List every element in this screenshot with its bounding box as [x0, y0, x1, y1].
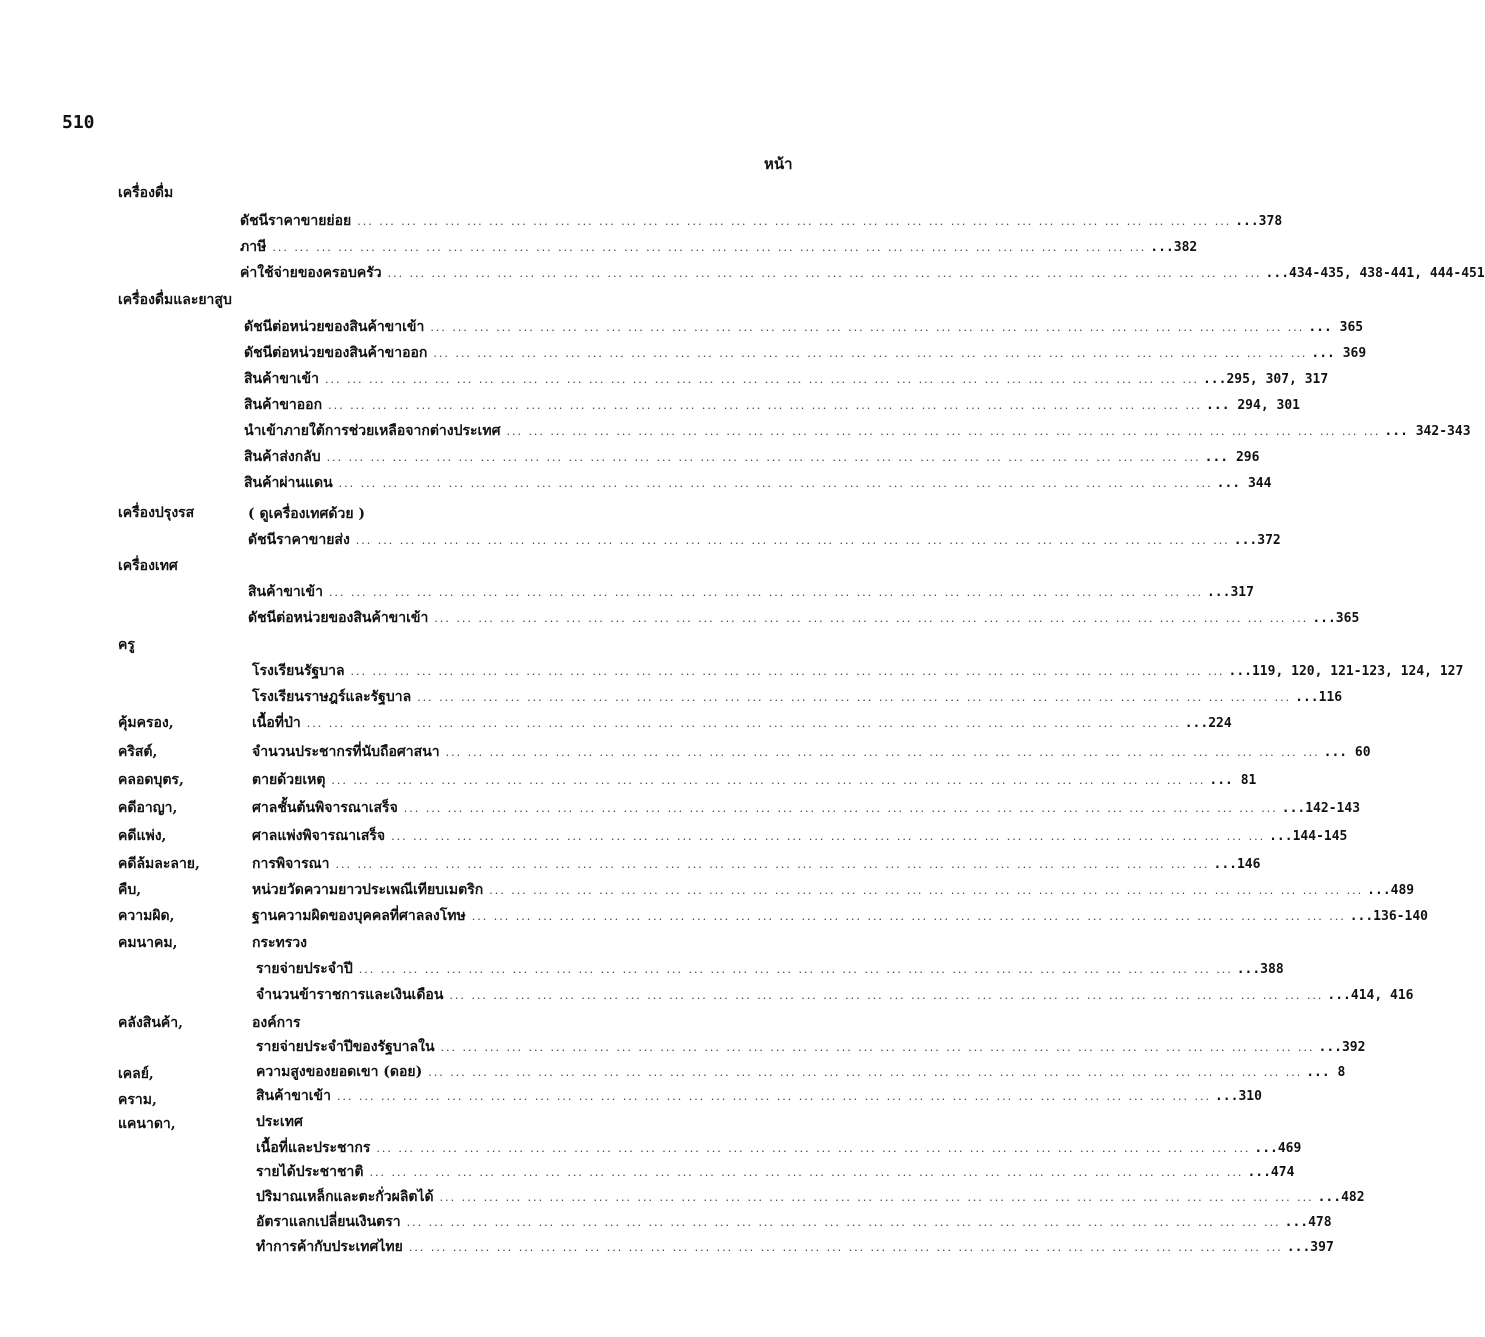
dot-leader: ... ... ... ... ... ... ... ... ... ... ... ... ... ... ... ... ... ... ... ... ... ... ... ... ... ... ... ... ... ... ... ... ... ... ... ... ... ... ... ...	[430, 321, 1305, 334]
entry-term: จำนวนประชากรที่นับถือศาสนา	[252, 744, 440, 760]
entry-page-numbers: ...482	[1317, 1190, 1365, 1205]
dot-leader: ... ... ... ... ... ... ... ... ... ... ... ... ... ... ... ... ... ... ... ... ... ... ... ... ... ... ... ... ... ... ... ... ... ... ... ... ... ... ... ...	[440, 1041, 1315, 1054]
entry-page-numbers: ...317	[1206, 585, 1254, 600]
entry-page-numbers: ...372	[1233, 533, 1281, 548]
dot-leader: ... ... ... ... ... ... ... ... ... ... ... ... ... ... ... ... ... ... ... ... ... ... ... ... ... ... ... ... ... ... ... ... ... ... ... ... ... ... ... ...	[506, 425, 1381, 438]
index-entry	[252, 853, 1261, 875]
index-entry	[252, 769, 1257, 791]
dot-leader: ... ... ... ... ... ... ... ... ... ... ... ... ... ... ... ... ... ... ... ... ... ... ... ... ... ... ... ... ... ... ... ... ... ... ... ... ... ... ... ...	[376, 1142, 1251, 1155]
entry-term: ค่าใช้จ่ายของครอบครัว	[240, 265, 382, 281]
dot-leader: ... ... ... ... ... ... ... ... ... ... ... ... ... ... ... ... ... ... ... ... ... ... ... ... ... ... ... ... ... ... ... ... ... ... ... ... ... ... ... ...	[358, 963, 1233, 976]
index-entry	[244, 342, 1367, 364]
dot-leader: ... ... ... ... ... ... ... ... ... ... ... ... ... ... ... ... ... ... ... ... ... ... ... ... ... ... ... ... ... ... ... ... ... ... ... ... ... ... ... ...	[272, 241, 1147, 254]
dot-leader: ... ... ... ... ... ... ... ... ... ... ... ... ... ... ... ... ... ... ... ... ... ... ... ... ... ... ... ... ... ... ... ... ... ... ... ... ... ... ... ...	[335, 858, 1210, 871]
entry-page-numbers: ... 81	[1209, 773, 1257, 788]
index-entry	[252, 905, 1428, 927]
index-heading: เครื่องดื่ม	[118, 185, 174, 201]
dot-leader: ... ... ... ... ... ... ... ... ... ... ... ... ... ... ... ... ... ... ... ... ... ... ... ... ... ... ... ... ... ... ... ... ... ... ... ... ... ... ... ...	[326, 451, 1201, 464]
index-subheading: ประเทศ	[256, 1114, 303, 1130]
entry-term: ศาลชั้นต้นพิจารณาเสร็จ	[252, 800, 398, 816]
entry-page-numbers: ...365	[1312, 611, 1360, 626]
entry-term: โรงเรียนราษฎร์และรัฐบาล	[252, 689, 412, 705]
index-heading: คดีล้มละลาย,	[118, 856, 200, 872]
entry-term: ตายด้วยเหตุ	[252, 772, 326, 788]
dot-leader: ... ... ... ... ... ... ... ... ... ... ... ... ... ... ... ... ... ... ... ... ... ... ... ... ... ... ... ... ... ... ... ... ... ... ... ... ... ... ... ...	[387, 267, 1262, 280]
entry-page-numbers: ... 8	[1306, 1065, 1346, 1080]
entry-page-numbers: ... 294, 301	[1206, 398, 1300, 413]
index-entry	[248, 607, 1360, 629]
index-entry	[244, 368, 1329, 390]
dot-leader: ... ... ... ... ... ... ... ... ... ... ... ... ... ... ... ... ... ... ... ... ... ... ... ... ... ... ... ... ... ... ... ... ... ... ... ... ... ... ... ...	[406, 1216, 1281, 1229]
entry-term: โรงเรียนรัฐบาล	[252, 663, 345, 679]
index-entry	[256, 1211, 1332, 1233]
dot-leader: ... ... ... ... ... ... ... ... ... ... ... ... ... ... ... ... ... ... ... ... ... ... ... ... ... ... ... ... ... ... ... ... ... ... ... ... ... ... ... ...	[403, 802, 1278, 815]
index-subheading: กระทรวง	[252, 935, 307, 951]
index-entry	[240, 262, 1485, 284]
entry-term: ภาษี	[240, 239, 267, 255]
index-entry	[256, 1036, 1366, 1058]
entry-page-numbers: ...116	[1295, 690, 1343, 705]
index-entry	[256, 1085, 1262, 1107]
index-heading: คลอดบุตร,	[118, 772, 184, 788]
index-heading: เครื่องเทศ	[118, 558, 178, 574]
page-number: 510	[62, 112, 95, 133]
entry-page-numbers: ...489	[1367, 883, 1415, 898]
entry-term: ดัชนีราคาขายย่อย	[240, 213, 352, 229]
dot-leader: ... ... ... ... ... ... ... ... ... ... ... ... ... ... ... ... ... ... ... ... ... ... ... ... ... ... ... ... ... ... ... ... ... ... ... ... ... ... ... ...	[439, 1191, 1314, 1204]
dot-leader: ... ... ... ... ... ... ... ... ... ... ... ... ... ... ... ... ... ... ... ... ... ... ... ... ... ... ... ... ... ... ... ... ... ... ... ... ... ... ... ...	[357, 215, 1232, 228]
entry-term: ทำการค้ากับประเทศไทย	[256, 1239, 403, 1255]
entry-term: ดัชนีต่อหน่วยของสินค้าขาออก	[244, 345, 428, 361]
dot-leader: ... ... ... ... ... ... ... ... ... ... ... ... ... ... ... ... ... ... ... ... ... ... ... ... ... ... ... ... ... ... ... ... ... ... ... ... ... ... ... ...	[325, 373, 1199, 386]
entry-term: นำเข้าภายใต้การช่วยเหลือจากต่างประเทศ	[244, 423, 501, 439]
index-heading: คดีอาญา,	[118, 800, 178, 816]
entry-page-numbers: ...388	[1236, 962, 1284, 977]
index-entry	[252, 797, 1361, 819]
index-entry	[244, 472, 1272, 494]
entry-page-numbers: ... 60	[1323, 745, 1371, 760]
page-column-label: หน้า	[764, 155, 793, 173]
index-heading: ความผิด,	[118, 908, 175, 924]
entry-page-numbers: ... 344	[1216, 476, 1272, 491]
index-entry	[256, 958, 1284, 980]
index-heading: คดีแพ่ง,	[118, 828, 167, 844]
index-heading: คืบ,	[118, 882, 142, 898]
index-entry	[240, 210, 1283, 232]
entry-term: หน่วยวัดความยาวประเพณีเทียบเมตริก	[252, 882, 484, 898]
index-entry	[256, 1186, 1365, 1208]
index-entry	[256, 984, 1414, 1006]
index-entry	[252, 825, 1348, 847]
dot-leader: ... ... ... ... ... ... ... ... ... ... ... ... ... ... ... ... ... ... ... ... ... ... ... ... ... ... ... ... ... ... ... ... ... ... ... ... ... ... ... ...	[445, 746, 1320, 759]
dot-leader: ... ... ... ... ... ... ... ... ... ... ... ... ... ... ... ... ... ... ... ... ... ... ... ... ... ... ... ... ... ... ... ... ... ... ... ... ... ... ... ...	[417, 691, 1292, 704]
entry-term: ดัชนีต่อหน่วยของสินค้าขาเข้า	[244, 319, 425, 335]
dot-leader: ... ... ... ... ... ... ... ... ... ... ... ... ... ... ... ... ... ... ... ... ... ... ... ... ... ... ... ... ... ... ... ... ... ... ... ... ... ... ... ...	[471, 910, 1346, 923]
dot-leader: ... ... ... ... ... ... ... ... ... ... ... ... ... ... ... ... ... ... ... ... ... ... ... ... ... ... ... ... ... ... ... ... ... ... ... ... ... ... ... ...	[329, 586, 1203, 599]
index-entry	[252, 879, 1415, 901]
index-entry	[252, 712, 1232, 734]
entry-term: เนื้อที่ป่า	[252, 715, 301, 731]
dot-leader: ... ... ... ... ... ... ... ... ... ... ... ... ... ... ... ... ... ... ... ... ... ... ... ... ... ... ... ... ... ... ... ... ... ... ... ... ... ... ... ...	[449, 989, 1324, 1002]
index-heading: คมนาคม,	[118, 935, 178, 951]
entry-term: ความสูงของยอดเขา (ดอย)	[256, 1064, 423, 1080]
entry-page-numbers: ... 369	[1311, 346, 1367, 361]
entry-page-numbers: ...434-435, 438-441, 444-451	[1265, 266, 1485, 281]
entry-term: ดัชนีราคาขายส่ง	[248, 532, 350, 548]
entry-page-numbers: ...144-145	[1269, 829, 1348, 844]
entry-page-numbers: ...392	[1318, 1040, 1366, 1055]
entry-page-numbers: ...397	[1286, 1240, 1334, 1255]
index-heading: คุ้มครอง,	[118, 715, 174, 731]
entry-term: สินค้าขาเข้า	[248, 584, 323, 600]
entry-term: สินค้าขาเข้า	[256, 1088, 331, 1104]
index-entry	[244, 394, 1300, 416]
entry-page-numbers: ...295, 307, 317	[1202, 372, 1329, 387]
index-entry	[256, 1061, 1346, 1083]
index-entry	[248, 529, 1281, 551]
entry-page-numbers: ... 342-343	[1384, 424, 1471, 439]
dot-leader: ... ... ... ... ... ... ... ... ... ... ... ... ... ... ... ... ... ... ... ... ... ... ... ... ... ... ... ... ... ... ... ... ... ... ... ... ... ... ... ...	[434, 612, 1309, 625]
index-entry	[252, 686, 1343, 708]
dot-leader: ... ... ... ... ... ... ... ... ... ... ... ... ... ... ... ... ... ... ... ... ... ... ... ... ... ... ... ... ... ... ... ... ... ... ... ... ... ... ... ...	[337, 1090, 1211, 1103]
dot-leader: ... ... ... ... ... ... ... ... ... ... ... ... ... ... ... ... ... ... ... ... ... ... ... ... ... ... ... ... ... ... ... ... ... ... ... ... ... ... ... ...	[391, 830, 1266, 843]
entry-page-numbers: ...224	[1184, 716, 1232, 731]
entry-term: สินค้าผ่านแดน	[244, 475, 333, 491]
entry-term: รายได้ประชาชาติ	[256, 1164, 364, 1180]
entry-term: ฐานความผิดของบุคคลที่ศาลลงโทษ	[252, 908, 466, 924]
dot-leader: ... ... ... ... ... ... ... ... ... ... ... ... ... ... ... ... ... ... ... ... ... ... ... ... ... ... ... ... ... ... ... ... ... ... ... ... ... ... ... ...	[331, 774, 1206, 787]
entry-term: การพิจารณา	[252, 856, 330, 872]
index-heading: เคลย์,	[118, 1066, 154, 1082]
entry-page-numbers: ...378	[1235, 214, 1283, 229]
index-entry	[244, 420, 1471, 442]
dot-leader: ... ... ... ... ... ... ... ... ... ... ... ... ... ... ... ... ... ... ... ... ... ... ... ... ... ... ... ... ... ... ... ... ... ... ... ... ... ... ... ...	[433, 347, 1308, 360]
entry-page-numbers: ...474	[1247, 1165, 1295, 1180]
index-entry	[252, 660, 1464, 682]
index-heading: ครู	[118, 637, 135, 653]
dot-leader: ... ... ... ... ... ... ... ... ... ... ... ... ... ... ... ... ... ... ... ... ... ... ... ... ... ... ... ... ... ... ... ... ... ... ... ... ... ... ... ...	[350, 665, 1225, 678]
entry-page-numbers: ...469	[1254, 1141, 1302, 1156]
index-entry	[244, 446, 1260, 468]
entry-page-numbers: ...310	[1214, 1089, 1262, 1104]
index-subheading: องค์การ	[252, 1015, 301, 1031]
entry-page-numbers: ...142-143	[1281, 801, 1361, 816]
dot-leader: ... ... ... ... ... ... ... ... ... ... ... ... ... ... ... ... ... ... ... ... ... ... ... ... ... ... ... ... ... ... ... ... ... ... ... ... ... ... ... ...	[408, 1241, 1283, 1254]
index-entry	[256, 1161, 1295, 1183]
dot-leader: ... ... ... ... ... ... ... ... ... ... ... ... ... ... ... ... ... ... ... ... ... ... ... ... ... ... ... ... ... ... ... ... ... ... ... ... ... ... ... ...	[489, 884, 1364, 897]
entry-page-numbers: ...136-140	[1349, 909, 1428, 924]
entry-term: สินค้าขาออก	[244, 397, 323, 413]
dot-leader: ... ... ... ... ... ... ... ... ... ... ... ... ... ... ... ... ... ... ... ... ... ... ... ... ... ... ... ... ... ... ... ... ... ... ... ... ... ... ... ...	[306, 717, 1181, 730]
entry-term: ศาลแพ่งพิจารณาเสร็จ	[252, 828, 386, 844]
entry-term: สินค้าส่งกลับ	[244, 449, 321, 465]
entry-page-numbers: ... 365	[1308, 320, 1364, 335]
entry-page-numbers: ... 296	[1204, 450, 1260, 465]
index-heading: คลังสินค้า,	[118, 1015, 183, 1031]
dot-leader: ... ... ... ... ... ... ... ... ... ... ... ... ... ... ... ... ... ... ... ... ... ... ... ... ... ... ... ... ... ... ... ... ... ... ... ... ... ... ... ...	[428, 1066, 1303, 1079]
dot-leader: ... ... ... ... ... ... ... ... ... ... ... ... ... ... ... ... ... ... ... ... ... ... ... ... ... ... ... ... ... ... ... ... ... ... ... ... ... ... ... ...	[369, 1166, 1244, 1179]
index-entry	[248, 581, 1254, 603]
index-subheading: ( ดูเครื่องเทศด้วย )	[248, 506, 366, 522]
index-heading: เครื่องปรุงรส	[118, 505, 195, 521]
dot-leader: ... ... ... ... ... ... ... ... ... ... ... ... ... ... ... ... ... ... ... ... ... ... ... ... ... ... ... ... ... ... ... ... ... ... ... ... ... ... ... ...	[328, 399, 1203, 412]
index-heading: คราม,	[118, 1092, 157, 1108]
index-entry	[240, 236, 1198, 258]
entry-page-numbers: ...146	[1213, 857, 1261, 872]
dot-leader: ... ... ... ... ... ... ... ... ... ... ... ... ... ... ... ... ... ... ... ... ... ... ... ... ... ... ... ... ... ... ... ... ... ... ... ... ... ... ... ...	[338, 477, 1213, 490]
index-heading: คริสต์,	[118, 744, 158, 760]
entry-term: สินค้าขาเข้า	[244, 371, 319, 387]
index-entry	[256, 1137, 1302, 1159]
entry-term: รายจ่ายประจำปีของรัฐบาลใน	[256, 1039, 435, 1055]
entry-term: เนื้อที่และประชากร	[256, 1140, 371, 1156]
entry-page-numbers: ...414, 416	[1327, 988, 1414, 1003]
entry-page-numbers: ...119, 120, 121-123, 124, 127	[1228, 664, 1464, 679]
entry-term: ดัชนีต่อหน่วยของสินค้าขาเข้า	[248, 610, 429, 626]
index-entry	[244, 316, 1364, 338]
entry-page-numbers: ...478	[1284, 1215, 1332, 1230]
entry-term: ปริมาณเหล็กและตะกั่วผลิตได้	[256, 1189, 434, 1205]
dot-leader: ... ... ... ... ... ... ... ... ... ... ... ... ... ... ... ... ... ... ... ... ... ... ... ... ... ... ... ... ... ... ... ... ... ... ... ... ... ... ... ...	[355, 534, 1230, 547]
index-heading: แคนาดา,	[118, 1116, 176, 1132]
entry-term: รายจ่ายประจำปี	[256, 961, 353, 977]
entry-term: อัตราแลกเปลี่ยนเงินตรา	[256, 1214, 401, 1230]
index-entry	[256, 1236, 1334, 1258]
entry-page-numbers: ...382	[1150, 240, 1198, 255]
index-heading: เครื่องดื่มและยาสูบ	[118, 292, 232, 308]
index-entry	[252, 741, 1371, 763]
entry-term: จำนวนข้าราชการและเงินเดือน	[256, 987, 444, 1003]
